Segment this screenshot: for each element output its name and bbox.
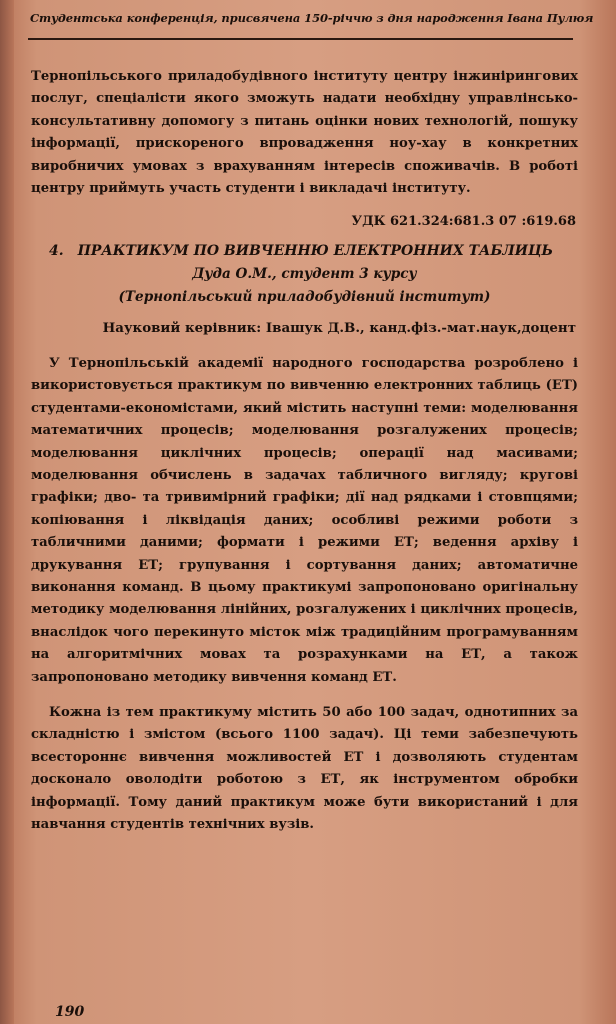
- article-author: Дуда О.М., студент 3 курсу: [192, 266, 417, 282]
- body-paragraph-2: Кожна із тем практикуму містить 50 або 100 задач, однотипних за складністю і змістом (всього 1100 задач). Ці теми забезпечують всестороннє вивчення можливостей ЕТ і дозволяють студентам досконало оволодіти роботою з ЕТ, як інструментом обробки інформації. Тому даний практикум може бути використаний і для навчання студентів технічних вузів.: [31, 705, 578, 833]
- udk-code: УДК 621.324:681.3 07 :619.68: [351, 214, 576, 229]
- article-title: [49, 243, 569, 259]
- article-title-text: ПРАКТИКУМ ПО ВИВЧЕННЮ ЕЛЕКТРОННИХ ТАБЛИЦЬ: [77, 243, 554, 259]
- page-edge-shadow: [0, 0, 14, 1024]
- article-number: 4.: [49, 243, 64, 259]
- article-institution: (Тернопільський приладобудівний інститут): [118, 289, 491, 305]
- page-number: 190: [55, 1004, 85, 1020]
- body-paragraph-1: У Тернопільській академії народного господарства розроблено і використовується практикум по вивченню електронних таблиць (ЕТ) студентами-економістами, який містить наступні теми: моделювання математичних процесів; моделювання розгалужених процесів; моделювання циклічних процесів; операції над масивами; моделювання обчислень в задачах табличного вигляду; кругові графіки; дво- та тривимірний графіки; дії над рядками і стовпцями; копіювання і ліквідація даних; особливі режими роботи з табличними даними; формати і режими ЕТ; ведення архіву і друкування ЕТ; групування і сортування даних; автоматичне виконання команд. В цьому практикумі запропоновано оригінальну методику моделювання лінійних, розгалужених і циклічних процесів, внаслідок чого перекинуто місток між традиційним програмуванням на алгоритмічних мовах та розрахунками на ЕТ, а також запропоновано методику вивчення команд ЕТ.: [31, 356, 578, 685]
- intro-paragraph: Тернопільського приладобудівного інституту центру інжинірингових послуг, спеціалісти якого зможуть надати необхідну управлінсько-консультативну допомогу з питань оцінки нових технологій, пошуку інформації, прискореного впровадження ноу-хау в конкретних виробничих умовах з врахуванням інтересів споживачів. В роботі центру приймуть участь студенти і викладачі інституту.: [31, 69, 578, 197]
- header-rule: [28, 38, 573, 40]
- running-header: Студентська конференція, присвячена 150-річчю з дня народження Івана Пулюя: [30, 11, 594, 25]
- scientific-advisor: Науковий керівник: Івашук Д.В., канд.фіз.-мат.наук,доцент: [102, 320, 576, 336]
